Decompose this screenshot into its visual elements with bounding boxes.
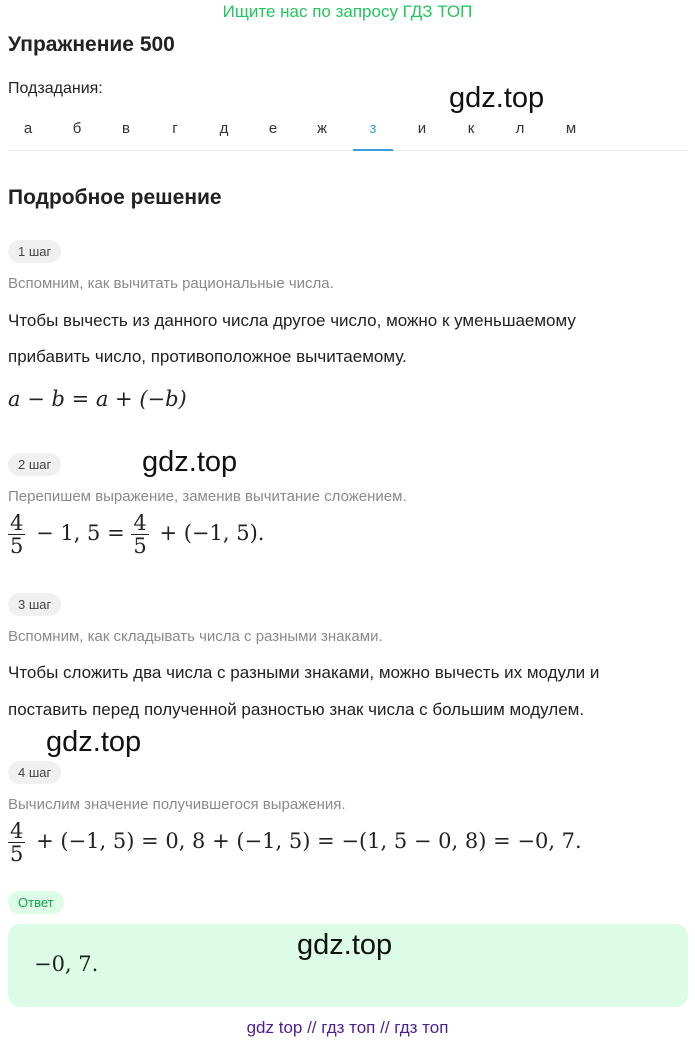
- fraction-numerator: 4: [133, 511, 147, 535]
- search-banner: Ищите нас по запросу ГДЗ ТОП: [222, 2, 473, 21]
- fraction-denominator: 5: [10, 842, 24, 866]
- answer-value: −0, 7.: [34, 952, 99, 976]
- step-3-badge: 3 шаг: [8, 593, 61, 616]
- equation-middle: − 1, 5 =: [36, 521, 125, 545]
- step-1-text-line1: Чтобы вычесть из данного числа другое число, можно к уменьшаемому: [8, 311, 576, 330]
- tab-v[interactable]: в: [122, 120, 130, 137]
- fraction-numerator: 4: [10, 819, 24, 843]
- footer-links[interactable]: gdz top // гдз топ // гдз топ: [246, 1018, 449, 1037]
- fraction: [8, 512, 25, 557]
- step-1-badge: 1 шаг: [8, 240, 61, 263]
- exercise-title: Упражнение 500: [8, 33, 175, 56]
- tab-a[interactable]: а: [23, 120, 33, 137]
- step-3-text-line1: Чтобы сложить два числа с разными знаками, можно вычесть их модули и: [8, 663, 600, 682]
- answer-badge: Ответ: [8, 891, 64, 914]
- step-3-text-line2: поставить перед полученной разностью знак числа с большим модулем.: [8, 700, 585, 719]
- step-2-equation: [8, 512, 264, 557]
- tab-zh[interactable]: ж: [316, 120, 328, 137]
- solution-title: Подробное решение: [8, 186, 222, 209]
- fraction-denominator: 5: [133, 534, 147, 558]
- step-4-badge: 4 шаг: [8, 761, 61, 784]
- subtask-tabs: [8, 112, 688, 151]
- fraction-numerator: 4: [10, 511, 24, 535]
- equation-tail: + (−1, 5).: [159, 521, 265, 545]
- watermark: gdz.top: [142, 446, 238, 478]
- tab-m[interactable]: м: [565, 120, 577, 137]
- tab-k[interactable]: к: [467, 120, 475, 137]
- fraction-denominator: 5: [10, 534, 24, 558]
- tab-g[interactable]: г: [172, 120, 178, 137]
- watermark: gdz.top: [297, 929, 393, 961]
- step-1-text-line2: прибавить число, противоположное вычитаемому.: [8, 347, 407, 366]
- fraction: [131, 512, 148, 557]
- watermark: gdz.top: [449, 82, 545, 114]
- fraction: [8, 820, 25, 865]
- tab-e[interactable]: е: [268, 120, 278, 137]
- equation-tail: + (−1, 5) = 0, 8 + (−1, 5) = −(1, 5 − 0, 8) = −0, 7.: [36, 829, 582, 853]
- step-1-formula: a − b = a + (−b): [8, 387, 187, 411]
- step-1-hint: Вспомним, как вычитать рациональные числа.: [8, 275, 334, 292]
- tab-b[interactable]: б: [72, 120, 82, 137]
- tab-i[interactable]: и: [417, 120, 427, 137]
- tab-l[interactable]: л: [515, 120, 525, 137]
- step-4-equation: [8, 820, 582, 865]
- step-2-hint: Перепишем выражение, заменив вычитание сложением.: [8, 488, 407, 505]
- subtasks-label: Подзадания:: [8, 80, 103, 97]
- tab-z-active[interactable]: з: [353, 120, 393, 151]
- watermark: gdz.top: [46, 726, 142, 758]
- step-4-hint: Вычислим значение получившегося выражения.: [8, 796, 346, 813]
- step-2-badge: 2 шаг: [8, 453, 61, 476]
- step-3-hint: Вспомним, как складывать числа с разными знаками.: [8, 628, 383, 645]
- tab-d[interactable]: д: [219, 120, 229, 137]
